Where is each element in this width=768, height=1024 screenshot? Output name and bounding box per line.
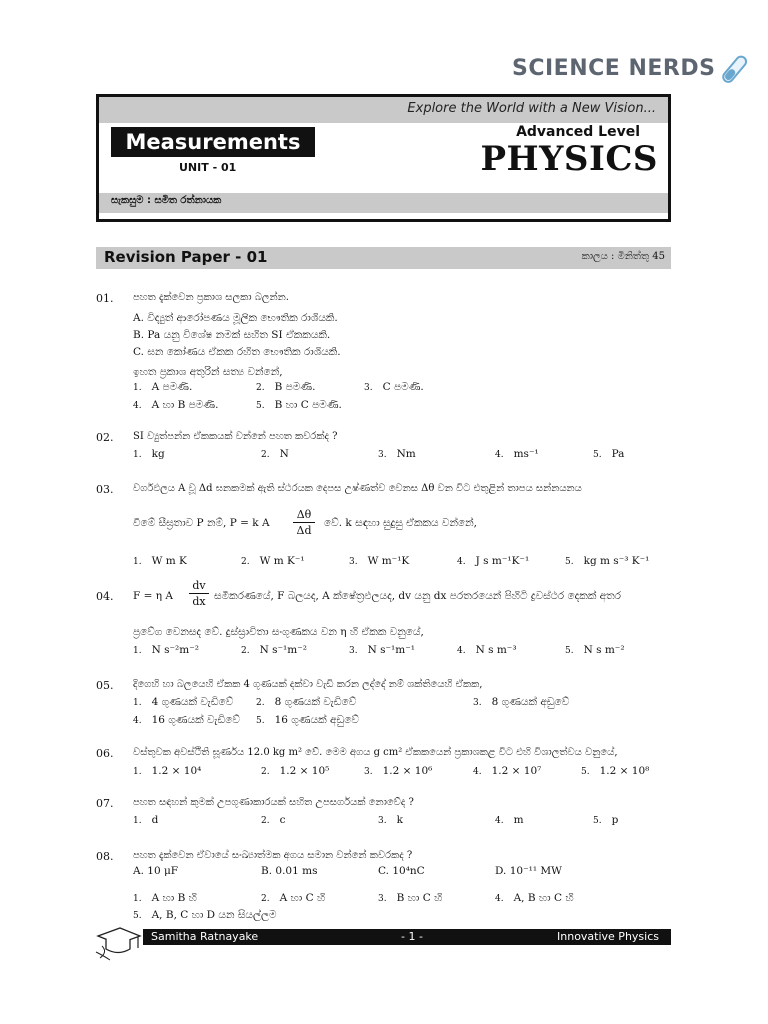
option-5: 5. A, B, C හා D යන සියල්ලම (133, 909, 277, 921)
option-1: 1. 1.2 × 10⁴ (133, 765, 202, 777)
option-4: 4. 1.2 × 10⁷ (473, 765, 542, 777)
option-1: 1. N s⁻²m⁻² (133, 644, 199, 656)
time-allowed: කාලය : මිනිත්තු 45 (581, 251, 665, 262)
question-text: පහත දැක්වෙන ඒවායේ සංඛ්‍යාත්මක අගය සමාන වන්නේ කවරකද ? (133, 850, 413, 861)
option-4: 4. A, B හා C හි (495, 892, 574, 904)
option-2: 2. N s⁻¹m⁻² (241, 644, 307, 656)
graduation-cap-icon (94, 922, 142, 962)
quantity-c: C. 10⁴nC (378, 865, 425, 877)
question-number: 03. (96, 483, 114, 496)
statement-b: B. Pa යනු විශේෂ නමක් සහිත SI ඒකකයකි. (133, 329, 331, 341)
option-2: 2. A හා C හි (261, 892, 326, 904)
footer-author: Samitha Ratnayake (151, 930, 259, 943)
question-number: 05. (96, 679, 114, 692)
footer-bar (143, 929, 671, 945)
question-text: සමීකරණයේ, F බලයද, A ක්ෂේත්‍රඵලයද, dv යනු dx පරතරයෙන් පිහිටි ද්‍රවස්ථර දෙකක් අතර (214, 590, 622, 602)
option-5: 5. Pa (593, 448, 625, 460)
option-2: 2. 1.2 × 10⁵ (261, 765, 330, 777)
option-2: 2. W m K⁻¹ (241, 555, 305, 567)
option-1: 1. A පමණි. (133, 381, 193, 393)
option-3: 3. Nm (378, 448, 416, 460)
brand-name: SCIENCE NERDS (512, 56, 716, 81)
option-1: 1. 4 ගුණයක් වැඩිවේ (133, 696, 234, 708)
option-3: 3. k (378, 814, 403, 826)
paper-title: Revision Paper - 01 (104, 248, 268, 266)
option-4: 4. A හා B පමණි. (133, 399, 219, 411)
option-3: 3. 8 ගුණයක් අඩුවේ (473, 696, 570, 708)
question-text: පහත දැක්වෙන ප්‍රකාශ සලකා බලන්න. (133, 292, 289, 303)
equation-tail: වේ. k සඳහා සුදුසු ඒකකය වන්නේ, (324, 517, 477, 529)
statement-a: A. විද්‍යුත් ආරෝපණය මූලික භෞතික රාශියකි. (133, 312, 338, 324)
statement-c: C. ඝන කෝණය ඒකක රහිත භෞතික රාශියකි. (133, 346, 341, 358)
option-4: 4. J s m⁻¹K⁻¹ (457, 555, 530, 567)
option-5: 5. N s m⁻² (565, 644, 625, 656)
option-4: 4. 16 ගුණයක් වැඩිවේ (133, 714, 240, 726)
question-line-2: ප්‍රවේග වෙනසද වේ. දුස්ස්‍රාවිතා සංගුණකය වන η හි ඒකක වනුයේ, (133, 626, 424, 638)
author-band (99, 193, 668, 213)
option-4: 4. N s m⁻³ (457, 644, 517, 656)
option-5: 5. kg m s⁻³ K⁻¹ (565, 555, 650, 567)
question-text: වර්ගඵලය A වූ Δd ඝනකමක් ඇති ස්ථරයක දෙපස උෂ්ණත්ව වෙනස Δθ වන විට එතුළින් තාපය සන්නයනය (133, 483, 582, 494)
option-5: 5. 1.2 × 10⁸ (581, 765, 650, 777)
unit-label: UNIT - 01 (179, 161, 237, 174)
question-text: දිගෙහි හා බලයෙහි ඒකක 4 ගුණයක් දක්වා වැඩි කරන ලද්දේ නම් ශක්තියෙහි ඒකක, (133, 679, 483, 690)
option-3: 3. N s⁻¹m⁻¹ (349, 644, 415, 656)
option-2: 2. N (261, 448, 289, 460)
title-box (96, 94, 671, 222)
level-label: Advanced Level (516, 124, 640, 140)
quantity-a: A. 10 μF (133, 865, 179, 877)
chapter-title: Measurements (111, 127, 315, 157)
option-5: 5. 16 ගුණයක් අඩුවේ (256, 714, 359, 726)
question-text: පහත සඳහන් කුමක් උපගුණාකාරයක් සහිත උපසර්ගයක් නොවේද ? (133, 797, 414, 808)
fraction: dv dx (189, 579, 209, 608)
page-number: - 1 - (401, 930, 423, 943)
question-number: 06. (96, 747, 114, 760)
option-4: 4. m (495, 814, 524, 826)
question-number: 02. (96, 431, 114, 444)
test-tube-icon (716, 52, 752, 88)
question-lead: ඉහත ප්‍රකාශ අතුරින් සත්‍ය වන්නේ, (133, 366, 283, 378)
quantity-d: D. 10⁻¹¹ MW (495, 865, 562, 877)
question-text: SI ව්‍යුත්පන්න ඒකකයක් වන්නේ පහත කවරක්ද ? (133, 431, 338, 442)
option-3: 3. 1.2 × 10⁶ (364, 765, 433, 777)
tagline: Explore the World with a New Vision... (407, 101, 656, 116)
option-5: 5. B හා C පමණි. (256, 399, 342, 411)
quantity-b: B. 0.01 ms (261, 865, 318, 877)
footer-brand: Innovative Physics (557, 930, 659, 943)
question-number: 01. (96, 292, 114, 305)
option-3: 3. B හා C හි (378, 892, 443, 904)
subject-title: PHYSICS (480, 139, 658, 179)
tagline-band (99, 97, 668, 123)
equation-lead: F = η A (133, 590, 173, 602)
option-1: 1. W m K (133, 555, 187, 567)
option-3: 3. C පමණි. (364, 381, 424, 393)
fraction: Δθ Δd (293, 508, 315, 537)
compiled-by: සැකසුම : සමිත රත්නායක (111, 195, 222, 206)
question-number: 08. (96, 850, 114, 863)
question-number: 04. (96, 590, 114, 603)
option-2: 2. c (261, 814, 286, 826)
option-2: 2. 8 ගුණයක් වැඩිවේ (256, 696, 357, 708)
question-number: 07. (96, 797, 114, 810)
option-1: 1. kg (133, 448, 165, 460)
option-1: 1. A හා B හි (133, 892, 197, 904)
option-4: 4. ms⁻¹ (495, 448, 539, 460)
option-1: 1. d (133, 814, 159, 826)
equation-line: වීමේ සීඝ්‍රතාව P නම්, P = k A (133, 517, 270, 529)
option-5: 5. p (593, 814, 619, 826)
option-3: 3. W m⁻¹K (349, 555, 410, 567)
paper-bar (96, 247, 671, 269)
question-text: වස්තුවක අවස්ථිති ඝූර්ණය 12.0 kg m² වේ. මෙම අගය g cm² ඒකකයෙන් ප්‍රකාශකළ විට එහි විශාලත්වය වනුයේ, (133, 747, 618, 758)
option-2: 2. B පමණි. (256, 381, 316, 393)
